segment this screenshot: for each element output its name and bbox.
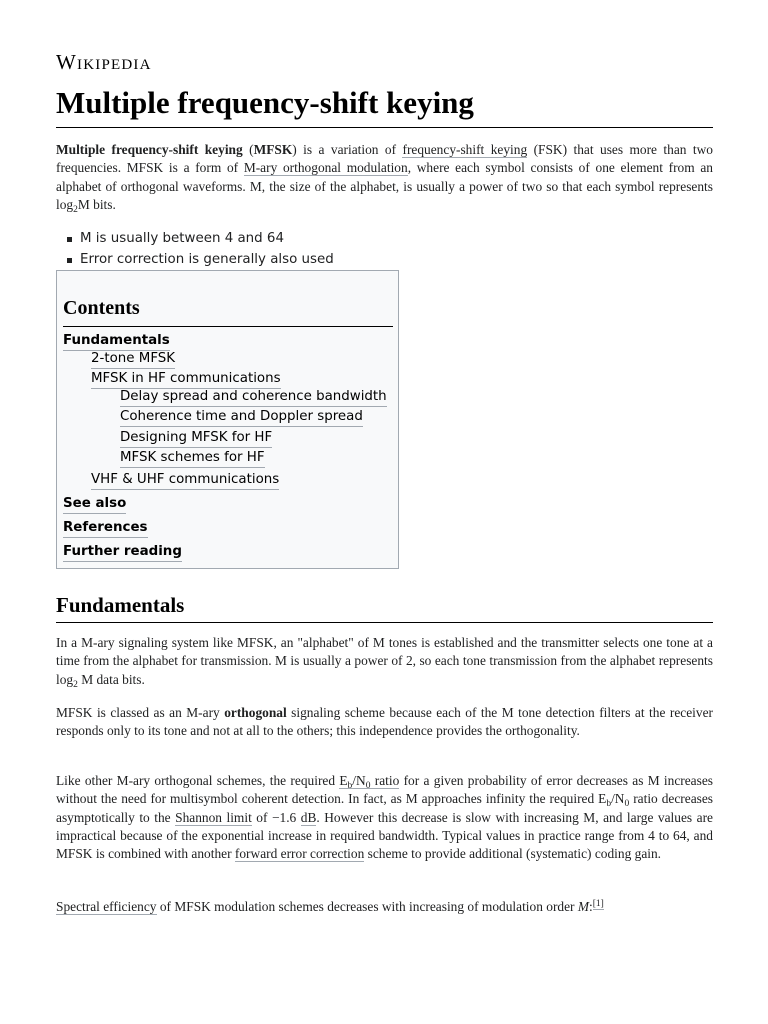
- link-shannon-limit[interactable]: Shannon limit: [175, 809, 252, 825]
- link-eb-n0-ratio[interactable]: $E_b/N_0$ ratio: [339, 773, 400, 791]
- bullet-list: [56, 228, 334, 270]
- link-forward-error-correction[interactable]: forward error correction: [234, 846, 365, 862]
- intro-paragraph: Multiple frequency-shift keying (MFSK) is a variation of frequency-shift keying (FSK) that uses more than two frequencies. MFSK is a form of M-ary orthogonal modulation, where each symbol consists of one element from an alphabet of orthogonal waveforms. M, the size of the alphabet, is usually a power of two so that each symbol represents $\log_2M$ bits.: [56, 142, 713, 215]
- wordmark-text: Wikipedia: [56, 50, 152, 74]
- link-spectral-efficiency[interactable]: Spectral efficiency: [56, 899, 157, 914]
- toc-item-vhf-uhf[interactable]: VHF & UHF communications: [91, 471, 279, 490]
- wikipedia-wordmark[interactable]: [56, 50, 152, 75]
- link-frequency-shift-keying[interactable]: frequency-shift keying: [402, 142, 528, 157]
- toc-item-2-tone-mfsk[interactable]: 2-tone MFSK: [91, 350, 175, 369]
- list-item: Error correction is generally also used: [56, 249, 334, 270]
- section-heading-fundamentals: Fundamentals: [56, 592, 713, 623]
- toc-item-fundamentals[interactable]: Fundamentals: [63, 332, 170, 351]
- page-title: Multiple frequency-shift keying: [56, 84, 713, 128]
- toc-item-references[interactable]: References: [63, 519, 148, 538]
- toc-item-further-reading[interactable]: Further reading: [63, 543, 182, 562]
- toc-item-mfsk-hf[interactable]: MFSK in HF communications: [91, 370, 281, 389]
- toc-item-see-also[interactable]: See also: [63, 495, 126, 514]
- list-item: M is usually between 4 and 64: [56, 228, 334, 249]
- fundamentals-paragraph-3: Like other M-ary orthogonal schemes, the required $E_b/N_0$ ratio for a given probability of error decreases as M increases without the need for multisymbol coherent detection. In fact, as M approaches infinity the required $E_b/N_0$ ratio decreases asymptotically to the Shannon limit of −1.6 dB. However this decrease is slow with increasing M, and large values are impractical because of the exponential increase in required bandwidth. Typical values in practice range from 4 to 64, and MFSK is combined with another forward error correction scheme to provide additional (systematic) coding gain.: [56, 773, 713, 862]
- citation-ref-1[interactable]: [1]: [592, 899, 604, 909]
- toc-item-delay-spread[interactable]: Delay spread and coherence bandwidth: [120, 388, 387, 407]
- fundamentals-paragraph-2: MFSK is classed as an M-ary orthogonal signaling scheme because each of the M tone detection filters at the receiver responds only to its tone and not at all to the others; this independence provides the orthogonality.: [56, 705, 713, 739]
- table-of-contents: [56, 270, 399, 569]
- link-mary-orthogonal-modulation[interactable]: M-ary orthogonal modulation: [243, 160, 408, 176]
- toc-item-designing-mfsk[interactable]: Designing MFSK for HF: [120, 429, 272, 448]
- toc-item-mfsk-schemes[interactable]: MFSK schemes for HF: [120, 449, 265, 468]
- toc-title: Contents: [63, 295, 393, 327]
- toc-item-coherence-time[interactable]: Coherence time and Doppler spread: [120, 408, 363, 427]
- link-db[interactable]: dB: [300, 809, 317, 825]
- fundamentals-paragraph-1: In a M-ary signaling system like MFSK, an "alphabet" of M tones is established and the transmitter selects one tone at a time from the alphabet for transmission. M is usually a power of 2, so each tone transmission from the alphabet represents $\log_2 M$ data bits.: [56, 635, 713, 690]
- bold-term: Multiple frequency-shift keying: [56, 142, 243, 157]
- fundamentals-paragraph-4: Spectral efficiency of MFSK modulation schemes decreases with increasing of modulation order M:[1]: [56, 899, 604, 914]
